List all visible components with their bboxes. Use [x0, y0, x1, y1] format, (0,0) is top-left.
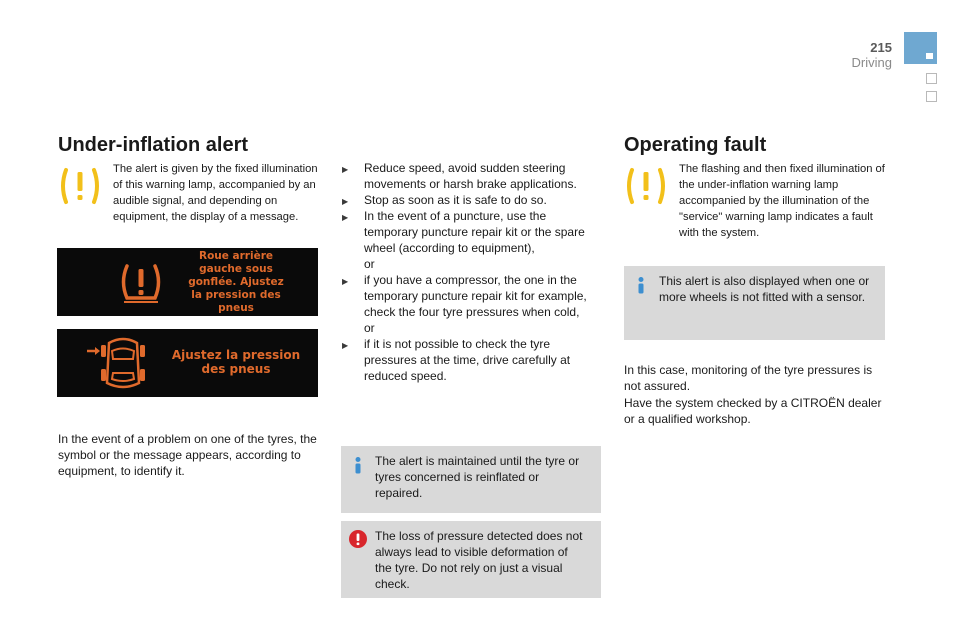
right-info-note-box	[624, 266, 885, 340]
message-line: des pneus	[201, 362, 271, 376]
message-line: gonflée. Ajustez	[188, 276, 284, 288]
dashboard-message-1	[161, 250, 311, 315]
list-item: ▶ Reduce speed, avoid sudden steering movements or harsh brake applications.	[342, 160, 598, 192]
message-line: Roue arrière	[198, 250, 273, 262]
message-line: la pression des	[191, 289, 281, 301]
message-line: gauche sous	[199, 263, 273, 275]
dashboard-message-2	[161, 348, 311, 376]
info-icon	[350, 456, 366, 474]
info-note-box	[341, 446, 601, 513]
list-item: or	[364, 257, 375, 271]
right-info-note-text: This alert is also displayed when one or more wheels is not fitted with a sensor.	[659, 274, 870, 304]
tab-box-2	[926, 91, 937, 102]
action-steps-list	[342, 160, 598, 384]
tab-dot	[926, 53, 933, 59]
list-item: ▶ if you have a compressor, the one in the temporary puncture repair kit for example, check the four tyre pressures when cold,	[342, 272, 598, 320]
right-text-monitoring: In this case, monitoring of the tyre pressures is not assured.	[624, 363, 873, 393]
section-tab-marker	[904, 32, 937, 64]
under-inflation-title: Under-inflation alert	[58, 134, 249, 156]
left-bottom-text: In the event of a problem on one of the tyres, the symbol or the message appears, according to equipment, to identify it.	[58, 432, 317, 478]
warning-note-text: The loss of pressure detected does not always lead to visible deformation of the tyre. Do not rely on just a visual check.	[375, 529, 583, 591]
list-item: ▶ In the event of a puncture, use the temporary puncture repair kit or the spare wheel (according to equipment),	[342, 208, 598, 256]
dashboard-display-2	[57, 329, 318, 397]
list-item: or	[364, 321, 375, 335]
list-item: ▶ Stop as soon as it is safe to do so.	[342, 192, 598, 208]
page-number: 215	[870, 40, 892, 55]
operating-fault-title: Operating fault	[624, 134, 767, 156]
tyre-pressure-warning-icon	[624, 166, 668, 206]
car-top-view-icon	[85, 335, 155, 393]
right-text-dealer: Have the system checked by a CITROËN dealer or a qualified workshop.	[624, 396, 882, 426]
tyre-pressure-warning-icon	[119, 260, 163, 304]
under-inflation-intro: The alert is given by the fixed illumination of this warning lamp, accompanied by an audible signal, and depending on equipment, the display of a message.	[113, 163, 318, 223]
tab-box-1	[926, 73, 937, 84]
tyre-pressure-warning-icon	[58, 166, 102, 206]
info-icon	[633, 276, 649, 294]
warning-note-box	[341, 521, 601, 598]
operating-fault-intro: The flashing and then fixed illumination of the under-inflation warning lamp accompanied by the illumination of the "service" warning lamp indicates a fault with the system.	[679, 163, 885, 239]
dashboard-display-1	[57, 248, 318, 316]
info-note-text: The alert is maintained until the tyre or tyres concerned is reinflated or repaired.	[375, 454, 580, 500]
list-item: ▶ if it is not possible to check the tyre pressures at the time, drive carefully at reduced speed.	[342, 336, 598, 384]
section-title: Driving	[851, 55, 892, 70]
message-line: Ajustez la pression	[171, 348, 301, 362]
exclamation-alert-icon	[349, 530, 367, 548]
message-line: pneus	[218, 302, 254, 314]
